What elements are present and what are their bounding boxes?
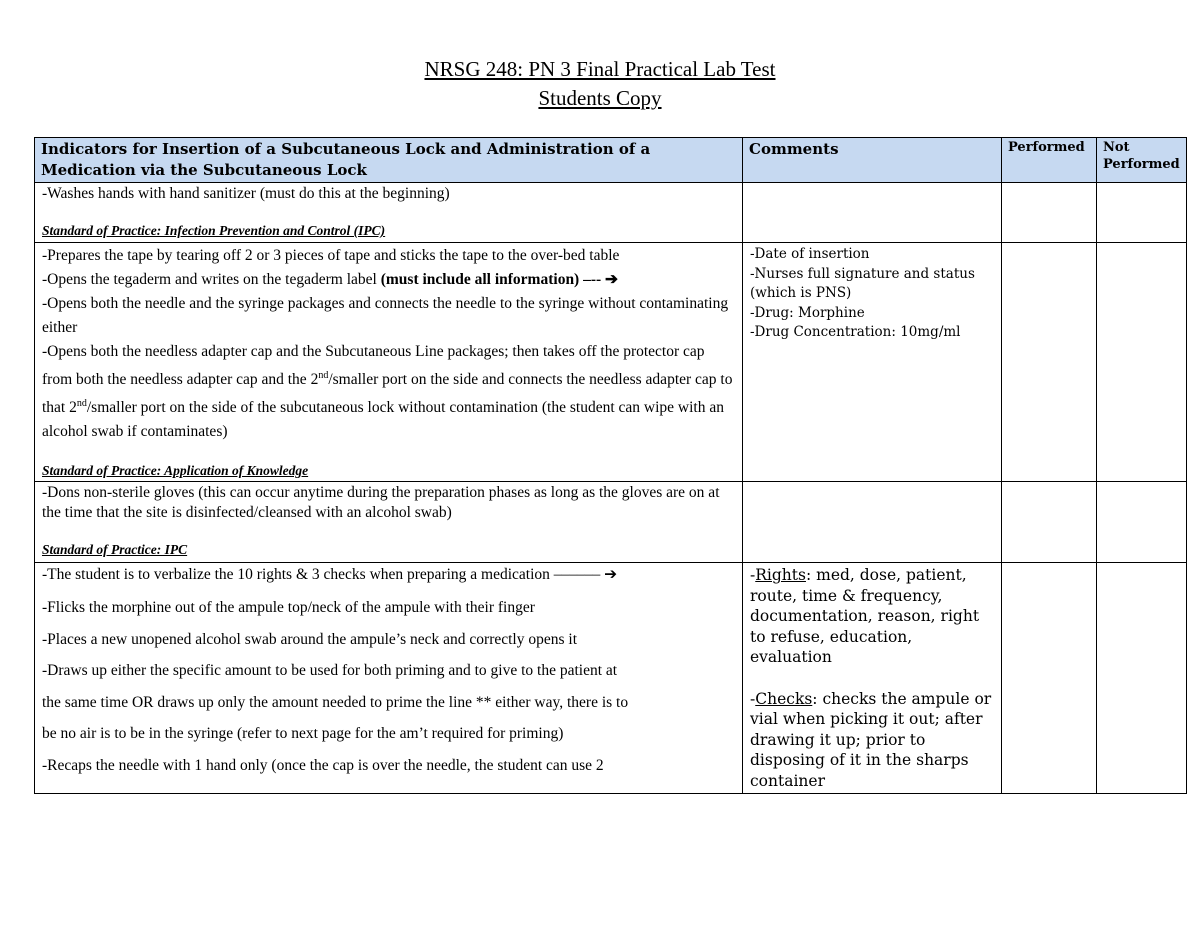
header-indicators: Indicators for Insertion of a Subcutaneous Lock and Administration of a Medication via the Subcutaneous Lock: [35, 138, 743, 183]
not-performed-cell[interactable]: [1097, 183, 1187, 243]
standard-of-practice: Standard of Practice: IPC: [42, 542, 188, 558]
not-performed-cell[interactable]: [1097, 243, 1187, 482]
indicator-text: the same time OR draws up only the amount needed to prime the line ** either way, there is to: [42, 693, 629, 711]
comment-text: -Drug: Morphine: [750, 304, 865, 321]
table-row: [35, 563, 1187, 794]
checks-comment: -Checks: checks the ampule or vial when picking it out; after drawing it up; prior to disposing of it in the sharps container: [750, 689, 992, 790]
performed-cell[interactable]: [1002, 243, 1097, 482]
document-subtitle: Students Copy: [538, 86, 662, 110]
comment-text: -Drug Concentration: 10mg/ml: [750, 324, 961, 340]
standard-of-practice: Standard of Practice: Application of Knowledge: [42, 463, 309, 479]
header-comments: Comments: [743, 138, 1002, 183]
table-row: [35, 183, 1187, 243]
checklist-table: [34, 137, 1187, 794]
comment-cell: [743, 243, 1002, 482]
indicator-text: -Places a new unopened alcohol swab around the ampule’s neck and correctly opens it: [42, 630, 577, 648]
table-header-row: [35, 138, 1187, 183]
not-performed-cell[interactable]: [1097, 563, 1187, 794]
document-title: NRSG 248: PN 3 Final Practical Lab Test: [424, 57, 776, 81]
indicator-text: -Flicks the morphine out of the ampule top/neck of the ampule with their finger: [42, 599, 535, 617]
header-performed: Performed: [1002, 138, 1097, 183]
indicator-text: -Draws up either the specific amount to be used for both priming and to give to the patient at: [42, 662, 618, 680]
rights-comment: -Rights: med, dose, patient, route, time & frequency, documentation, reason, right to refuse, education, evaluation: [750, 566, 980, 667]
comment-text: -Nurses full signature and status (which is PNS): [750, 265, 975, 301]
comment-cell: [743, 183, 1002, 243]
table-row: [35, 482, 1187, 563]
indicator-text: -The student is to verbalize the 10 rights & 3 checks when preparing a medication –––––– ➔: [42, 566, 618, 584]
indicator-cell: [35, 563, 743, 794]
comment-cell: [743, 563, 1002, 794]
indicator-text: -Opens both the needless adapter cap and the Subcutaneous Line packages; then takes off the protector cap from both the needless adapter cap and the 2nd/smaller port on the side and connects the needless adapter cap to that 2nd/smaller port on the side of the subcutaneous lock without contamination (the student can wipe with an alcohol swab if contaminates): [42, 343, 733, 441]
indicator-text: -Washes hands with hand sanitizer (must do this at the beginning): [42, 185, 450, 202]
indicator-cell: [35, 243, 743, 482]
indicator-cell: [35, 183, 743, 243]
performed-cell[interactable]: [1002, 482, 1097, 563]
indicator-text: -Recaps the needle with 1 hand only (once the cap is over the needle, the student can use 2: [42, 756, 604, 774]
not-performed-cell[interactable]: [1097, 482, 1187, 563]
indicator-text: -Opens the tegaderm and writes on the tegaderm label (must include all information) –-- ➔: [42, 271, 619, 288]
indicator-text: -Opens both the needle and the syringe packages and connects the needle to the syringe without contaminating either: [42, 295, 729, 336]
indicator-text: -Prepares the tape by tearing off 2 or 3 pieces of tape and sticks the tape to the over-bed table: [42, 247, 620, 264]
table-row: [35, 243, 1187, 482]
indicator-text: be no air is to be in the syringe (refer to next page for the am’t required for priming): [42, 725, 564, 743]
comment-cell: [743, 482, 1002, 563]
performed-cell[interactable]: [1002, 183, 1097, 243]
performed-cell[interactable]: [1002, 563, 1097, 794]
header-not-performed: Not Performed: [1097, 138, 1187, 183]
comment-text: -Date of insertion: [750, 246, 870, 262]
standard-of-practice: Standard of Practice: Infection Prevention and Control (IPC): [42, 223, 386, 238]
indicator-cell: [35, 482, 743, 563]
indicator-text: -Dons non-sterile gloves (this can occur anytime during the preparation phases as long as the gloves are on at the time that the site is disinfected/cleansed with an alcohol swab): [42, 484, 720, 522]
